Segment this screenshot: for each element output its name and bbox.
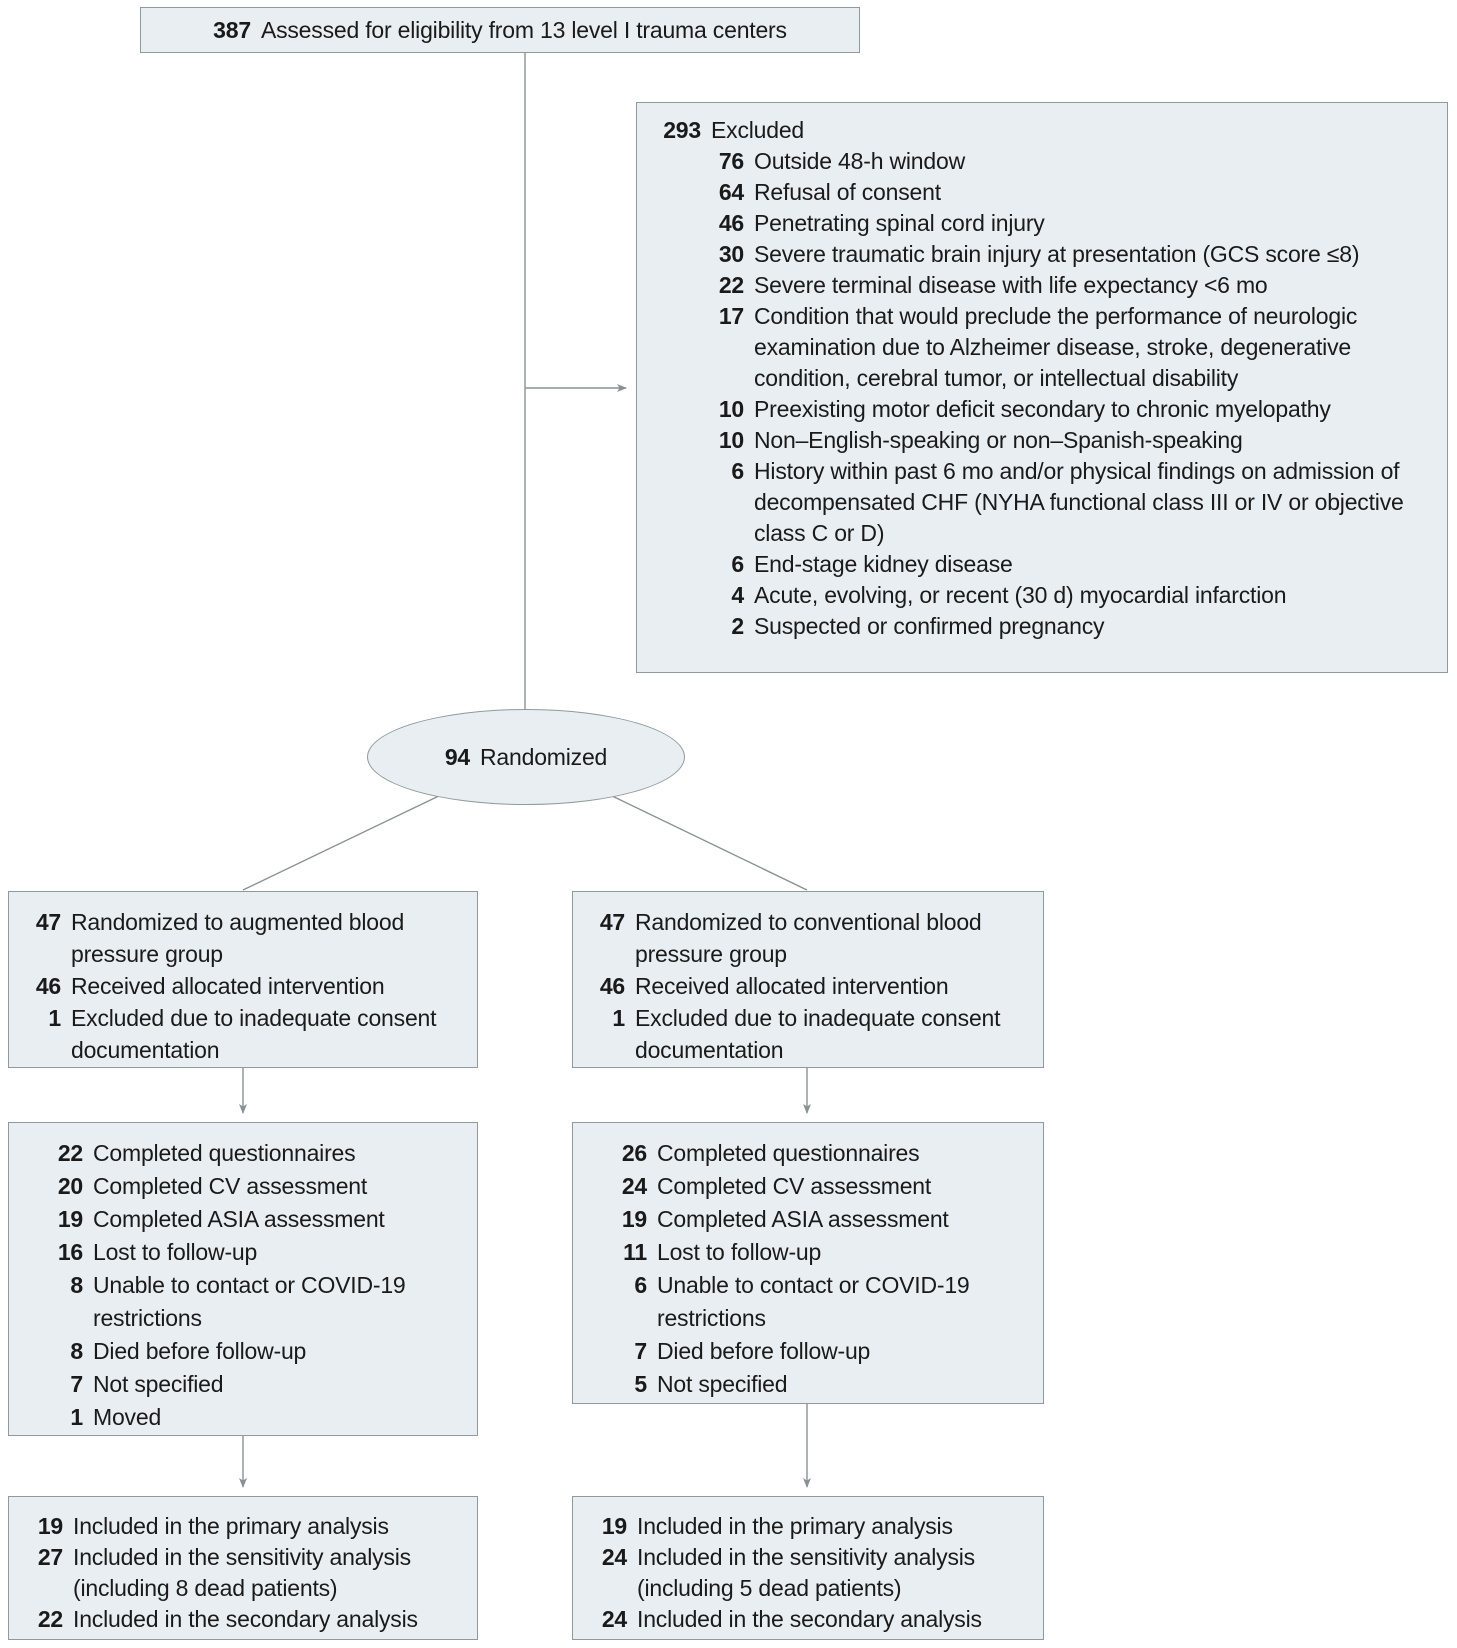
count: 27 [37,1544,63,1570]
flow-item [21,970,465,1002]
count: 1 [48,1005,61,1031]
count: 6 [731,458,744,484]
line-randomized-to-right-group [608,794,807,890]
flow-item [585,1236,1031,1269]
label: Unable to contact or COVID-19 restrictions [93,1272,406,1331]
count: 17 [718,303,744,329]
flow-item [649,208,1433,239]
flow-item [649,580,1433,611]
flow-item [649,456,1433,549]
flow-item [649,239,1433,270]
group-box-conventional [572,891,1044,1068]
flow-item [649,611,1433,642]
flow-item [21,1170,465,1203]
label: Lost to follow-up [93,1239,258,1265]
count: 47 [599,909,625,935]
count: 6 [731,551,744,577]
count: 11 [623,1239,647,1265]
flow-item [585,970,1031,1002]
label: Completed ASIA assessment [657,1206,949,1232]
flow-item [585,1604,1031,1635]
flow-item [585,1137,1031,1170]
count: 1 [612,1005,625,1031]
label: Preexisting motor deficit secondary to chronic myelopathy [754,396,1331,422]
count: 26 [621,1140,647,1166]
flow-item [21,1335,465,1368]
flow-item [585,1002,1031,1066]
count: 19 [37,1513,63,1539]
excluded-box [636,102,1448,673]
label: Included in the sensitivity analysis (including 8 dead patients) [73,1544,411,1601]
flow-item [649,146,1433,177]
label: Completed CV assessment [93,1173,368,1199]
flow-item [649,177,1433,208]
label: Included in the secondary analysis [73,1606,418,1632]
assessed-box [140,7,860,53]
count: 24 [601,1606,627,1632]
count: 293 [663,117,701,143]
label: Died before follow-up [93,1338,307,1364]
label: Included in the sensitivity analysis (including 5 dead patients) [637,1544,975,1601]
label: Condition that would preclude the performance of neurologic examination due to Alzheimer disease, stroke, degenerative condition, cerebral tumor, or intellectual disability [754,303,1358,391]
flow-item [649,270,1433,301]
flow-item [21,1511,465,1542]
group-box-augmented [8,891,478,1068]
flow-item [585,1542,1031,1604]
count: 94 [444,743,471,770]
flow-item [585,1269,1031,1335]
label: Severe traumatic brain injury at presentation (GCS score ≤8) [754,241,1360,267]
label: Non–English-speaking or non–Spanish-speaking [754,427,1243,453]
flow-item [649,115,1433,146]
count: 64 [718,179,744,205]
label: Randomized [480,743,608,770]
count: 22 [718,272,744,298]
label: Suspected or confirmed pregnancy [754,613,1105,639]
label: Acute, evolving, or recent (30 d) myocardial infarction [754,582,1287,608]
label: Completed questionnaires [657,1140,920,1166]
flow-item [21,1604,465,1635]
count: 47 [35,909,61,935]
label: Received allocated intervention [635,973,949,999]
followup-box-augmented [8,1122,478,1436]
flow-item [21,1236,465,1269]
flow-item [21,1137,465,1170]
count: 16 [57,1239,83,1265]
label: Received allocated intervention [71,973,385,999]
flow-item [585,1368,1031,1401]
label: Refusal of consent [754,179,941,205]
count: 76 [718,148,744,174]
count: 46 [35,973,61,999]
label: Included in the secondary analysis [637,1606,982,1632]
flow-item [585,1203,1031,1236]
label: Included in the primary analysis [73,1513,389,1539]
label: Randomized to augmented blood pressure group [71,909,405,967]
label: Lost to follow-up [657,1239,822,1265]
count: 46 [718,210,744,236]
count: 10 [718,396,744,422]
followup-box-conventional [572,1122,1044,1404]
count: 8 [70,1272,83,1298]
label: Completed questionnaires [93,1140,356,1166]
line-randomized-to-left-group [243,794,443,890]
label: History within past 6 mo and/or physical findings on admission of decompensated CHF (NYHA functional class III or IV or objective class C or D) [754,458,1404,546]
count: 19 [601,1513,627,1539]
label: Died before follow-up [657,1338,871,1364]
count: 8 [70,1338,83,1364]
label: Completed ASIA assessment [93,1206,385,1232]
count: 7 [634,1338,647,1364]
label: Severe terminal disease with life expectancy <6 mo [754,272,1268,298]
flow-item [21,1002,465,1066]
flow-item [21,906,465,970]
count: 1 [70,1404,83,1430]
flow-item [585,1170,1031,1203]
analysis-box-augmented [8,1496,478,1640]
label: Excluded [711,117,805,143]
flow-item [21,1269,465,1335]
count: 24 [621,1173,647,1199]
analysis-box-conventional [572,1496,1044,1640]
label: Penetrating spinal cord injury [754,210,1045,236]
label: Moved [93,1404,162,1430]
label: Not specified [657,1371,788,1397]
flow-item [585,906,1031,970]
label: Excluded due to inadequate consent documentation [71,1005,437,1063]
flow-item [21,1203,465,1236]
count: 46 [599,973,625,999]
label: Included in the primary analysis [637,1513,953,1539]
label: Assessed for eligibility from 13 level I trauma centers [260,16,787,43]
flow-item [585,1511,1031,1542]
count: 22 [37,1606,63,1632]
flow-item [21,1368,465,1401]
label: Outside 48-h window [754,148,965,174]
flow-item [21,1401,465,1434]
randomized-ellipse [367,709,685,805]
count: 387 [213,16,251,43]
count: 7 [70,1371,83,1397]
label: Completed CV assessment [657,1173,932,1199]
flow-item [21,1542,465,1604]
flow-item [649,394,1433,425]
flow-item [649,301,1433,394]
label: End-stage kidney disease [754,551,1013,577]
flow-item [649,425,1433,456]
count: 19 [57,1206,83,1232]
count: 19 [621,1206,647,1232]
label: Excluded due to inadequate consent documentation [635,1005,1001,1063]
count: 10 [718,427,744,453]
count: 30 [718,241,744,267]
label: Unable to contact or COVID-19 restrictions [657,1272,970,1331]
flow-item [585,1335,1031,1368]
count: 24 [601,1544,627,1570]
count: 20 [57,1173,83,1199]
count: 4 [731,582,744,608]
flow-item [649,549,1433,580]
count: 6 [634,1272,647,1298]
count: 2 [731,613,744,639]
label: Not specified [93,1371,224,1397]
count: 5 [634,1371,647,1397]
count: 22 [57,1140,83,1166]
label: Randomized to conventional blood pressure group [635,909,982,967]
